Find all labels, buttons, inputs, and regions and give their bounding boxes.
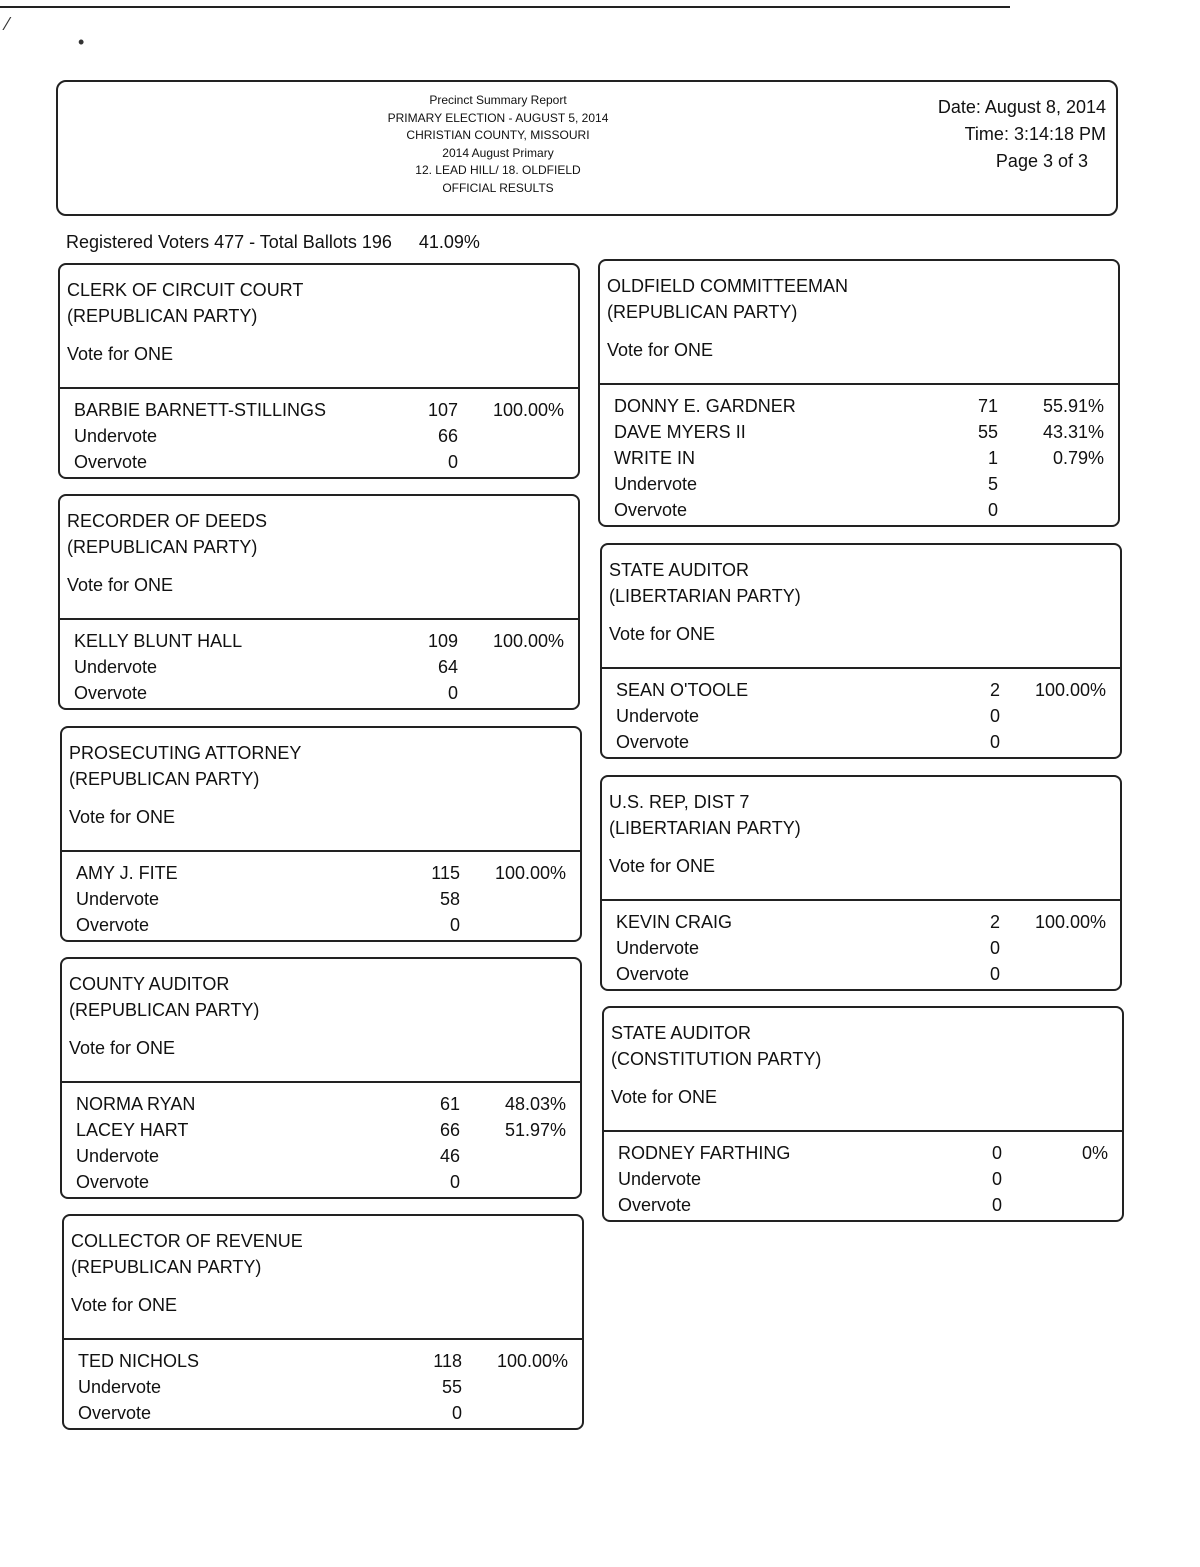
vote-count: 0 — [989, 938, 1000, 958]
candidate-name: Undervote — [616, 938, 700, 958]
result-row — [62, 1117, 580, 1143]
result-row — [600, 471, 1118, 497]
candidate-name: LACEY HART — [76, 1120, 189, 1140]
race-party: (REPUBLICAN PARTY) — [69, 1000, 260, 1020]
vote-count: 0 — [447, 683, 458, 703]
result-row — [64, 1348, 582, 1374]
scan-mark: ⁄ — [6, 14, 10, 34]
race-title: PROSECUTING ATTORNEY — [69, 743, 302, 763]
vote-count: 1 — [987, 448, 998, 468]
race-box — [62, 1214, 584, 1430]
scan-dot: • — [78, 32, 85, 52]
vote-percent: 100.00% — [1034, 912, 1106, 932]
result-row — [62, 912, 580, 938]
registered-voters-text: Registered Voters 477 - Total Ballots 196 — [66, 232, 392, 252]
race-results — [60, 620, 578, 706]
candidate-name: BARBIE BARNETT-STILLINGS — [74, 400, 327, 420]
vote-count: 0 — [449, 915, 460, 935]
result-row — [62, 886, 580, 912]
result-row — [600, 497, 1118, 523]
result-row — [602, 909, 1120, 935]
candidate-name: Undervote — [618, 1169, 702, 1189]
result-row — [60, 449, 578, 475]
race-header — [62, 959, 580, 1083]
vote-count: 0 — [991, 1195, 1002, 1215]
vote-percent: 100.00% — [492, 631, 564, 651]
result-row — [604, 1192, 1122, 1218]
report-time: Time: 3:14:18 PM — [964, 124, 1106, 144]
vote-count: 55 — [977, 422, 998, 442]
race-party: (REPUBLICAN PARTY) — [71, 1257, 262, 1277]
result-row — [604, 1166, 1122, 1192]
candidate-name: Overvote — [76, 915, 150, 935]
vote-for-label: Vote for ONE — [67, 575, 174, 595]
vote-percent: 100.00% — [1034, 680, 1106, 700]
result-row — [602, 935, 1120, 961]
report-title-block — [358, 92, 638, 197]
race-header — [62, 728, 580, 852]
vote-for-label: Vote for ONE — [609, 856, 716, 876]
vote-count: 46 — [439, 1146, 460, 1166]
result-row — [600, 393, 1118, 419]
candidate-name: DONNY E. GARDNER — [614, 396, 796, 416]
race-title: COUNTY AUDITOR — [69, 974, 230, 994]
candidate-name: WRITE IN — [614, 448, 695, 468]
vote-count: 61 — [439, 1094, 460, 1114]
race-party: (REPUBLICAN PARTY) — [607, 302, 798, 322]
vote-count: 55 — [441, 1377, 462, 1397]
candidate-name: Overvote — [74, 683, 148, 703]
race-results — [62, 1083, 580, 1195]
race-title: CLERK OF CIRCUIT COURT — [67, 280, 304, 300]
result-row — [602, 961, 1120, 987]
candidate-name: Overvote — [78, 1403, 152, 1423]
result-row — [64, 1374, 582, 1400]
candidate-name: KELLY BLUNT HALL — [74, 631, 243, 651]
result-row — [60, 654, 578, 680]
race-box — [60, 957, 582, 1199]
report-date: Date: August 8, 2014 — [937, 97, 1106, 117]
vote-count: 64 — [437, 657, 458, 677]
result-row — [600, 445, 1118, 471]
race-header — [600, 261, 1118, 385]
vote-count: 0 — [987, 500, 998, 520]
race-party: (REPUBLICAN PARTY) — [67, 537, 258, 557]
county-name: CHRISTIAN COUNTY, MISSOURI — [406, 128, 590, 142]
result-row — [64, 1400, 582, 1426]
candidate-name: Undervote — [76, 1146, 160, 1166]
vote-count: 109 — [427, 631, 458, 651]
vote-percent: 100.00% — [496, 1351, 568, 1371]
race-header — [60, 496, 578, 620]
vote-count: 71 — [977, 396, 998, 416]
candidate-name: Undervote — [74, 426, 158, 446]
race-party: (LIBERTARIAN PARTY) — [609, 586, 801, 606]
race-results — [62, 852, 580, 938]
candidate-name: Undervote — [76, 889, 160, 909]
candidate-name: SEAN O'TOOLE — [616, 680, 749, 700]
vote-percent: 43.31% — [1042, 422, 1104, 442]
vote-for-label: Vote for ONE — [69, 807, 176, 827]
vote-count: 5 — [987, 474, 998, 494]
vote-count: 0 — [989, 964, 1000, 984]
vote-count: 0 — [991, 1143, 1002, 1163]
result-row — [62, 860, 580, 886]
result-row — [604, 1140, 1122, 1166]
vote-count: 66 — [439, 1120, 460, 1140]
result-row — [60, 423, 578, 449]
race-box — [58, 494, 580, 710]
candidate-name: TED NICHOLS — [78, 1351, 200, 1371]
election-name: PRIMARY ELECTION - AUGUST 5, 2014 — [387, 110, 609, 125]
vote-for-label: Vote for ONE — [71, 1295, 178, 1315]
race-box — [602, 1006, 1124, 1222]
vote-percent: 0.79% — [1052, 448, 1104, 468]
race-title: COLLECTOR OF REVENUE — [71, 1231, 303, 1251]
race-title: OLDFIELD COMMITTEEMAN — [607, 276, 849, 296]
result-row — [60, 628, 578, 654]
results-status: OFFICIAL RESULTS — [442, 180, 554, 195]
candidate-name: Undervote — [78, 1377, 162, 1397]
precinct-name: 12. LEAD HILL/ 18. OLDFIELD — [415, 163, 581, 177]
vote-percent: 51.97% — [504, 1120, 566, 1140]
result-row — [602, 677, 1120, 703]
race-header — [60, 265, 578, 389]
candidate-name: Undervote — [614, 474, 698, 494]
vote-count: 0 — [447, 452, 458, 472]
report-title: Precinct Summary Report — [429, 93, 567, 107]
vote-percent: 48.03% — [504, 1094, 566, 1114]
vote-for-label: Vote for ONE — [609, 624, 716, 644]
candidate-name: KEVIN CRAIG — [616, 912, 733, 932]
vote-count: 0 — [451, 1403, 462, 1423]
race-party: (REPUBLICAN PARTY) — [67, 306, 258, 326]
vote-count: 0 — [449, 1172, 460, 1192]
candidate-name: RODNEY FARTHING — [618, 1143, 791, 1163]
race-title: STATE AUDITOR — [611, 1023, 752, 1043]
candidate-name: NORMA RYAN — [76, 1094, 196, 1114]
candidate-name: AMY J. FITE — [76, 863, 178, 883]
report-meta — [938, 94, 1106, 175]
vote-percent: 100.00% — [494, 863, 566, 883]
race-header — [602, 777, 1120, 901]
vote-for-label: Vote for ONE — [67, 344, 174, 364]
result-row — [602, 729, 1120, 755]
race-title: RECORDER OF DEEDS — [67, 511, 268, 531]
race-results — [604, 1132, 1122, 1218]
race-party: (CONSTITUTION PARTY) — [611, 1049, 822, 1069]
vote-count: 2 — [989, 680, 1000, 700]
vote-count: 115 — [431, 863, 460, 883]
race-header — [604, 1008, 1122, 1132]
vote-count: 0 — [989, 706, 1000, 726]
result-row — [62, 1143, 580, 1169]
candidate-name: Overvote — [616, 964, 690, 984]
candidate-name: Overvote — [614, 500, 688, 520]
race-results — [64, 1340, 582, 1426]
race-party: (LIBERTARIAN PARTY) — [609, 818, 801, 838]
result-row — [62, 1091, 580, 1117]
race-header — [602, 545, 1120, 669]
election-label: 2014 August Primary — [442, 145, 554, 160]
vote-count: 0 — [991, 1169, 1002, 1189]
candidate-name: DAVE MYERS II — [614, 422, 746, 442]
race-box — [58, 263, 580, 479]
vote-percent: 55.91% — [1042, 396, 1104, 416]
race-party: (REPUBLICAN PARTY) — [69, 769, 260, 789]
race-header — [64, 1216, 582, 1340]
top-rule — [0, 6, 1010, 8]
race-box — [600, 543, 1122, 759]
vote-count: 118 — [433, 1351, 462, 1371]
race-box — [60, 726, 582, 942]
vote-for-label: Vote for ONE — [611, 1087, 718, 1107]
race-box — [600, 775, 1122, 991]
race-title: U.S. REP, DIST 7 — [609, 792, 750, 812]
vote-for-label: Vote for ONE — [69, 1038, 176, 1058]
race-results — [602, 669, 1120, 755]
candidate-name: Overvote — [74, 452, 148, 472]
candidate-name: Undervote — [616, 706, 700, 726]
result-row — [62, 1169, 580, 1195]
race-results — [602, 901, 1120, 987]
result-row — [60, 397, 578, 423]
vote-for-label: Vote for ONE — [607, 340, 714, 360]
turnout-summary — [66, 232, 480, 253]
result-row — [602, 703, 1120, 729]
candidate-name: Undervote — [74, 657, 158, 677]
result-row — [600, 419, 1118, 445]
vote-count: 0 — [989, 732, 1000, 752]
vote-count: 66 — [437, 426, 458, 446]
vote-count: 2 — [989, 912, 1000, 932]
candidate-name: Overvote — [616, 732, 690, 752]
page-number: Page 3 of 3 — [995, 151, 1088, 171]
race-title: STATE AUDITOR — [609, 560, 750, 580]
vote-percent: 0% — [1081, 1143, 1108, 1163]
report-header — [56, 80, 1118, 216]
result-row — [60, 680, 578, 706]
race-box — [598, 259, 1120, 527]
vote-count: 58 — [439, 889, 460, 909]
turnout-percent: 41.09% — [418, 232, 480, 252]
candidate-name: Overvote — [618, 1195, 692, 1215]
race-results — [60, 389, 578, 475]
vote-count: 107 — [427, 400, 458, 420]
candidate-name: Overvote — [76, 1172, 150, 1192]
vote-percent: 100.00% — [492, 400, 564, 420]
race-results — [600, 385, 1118, 523]
